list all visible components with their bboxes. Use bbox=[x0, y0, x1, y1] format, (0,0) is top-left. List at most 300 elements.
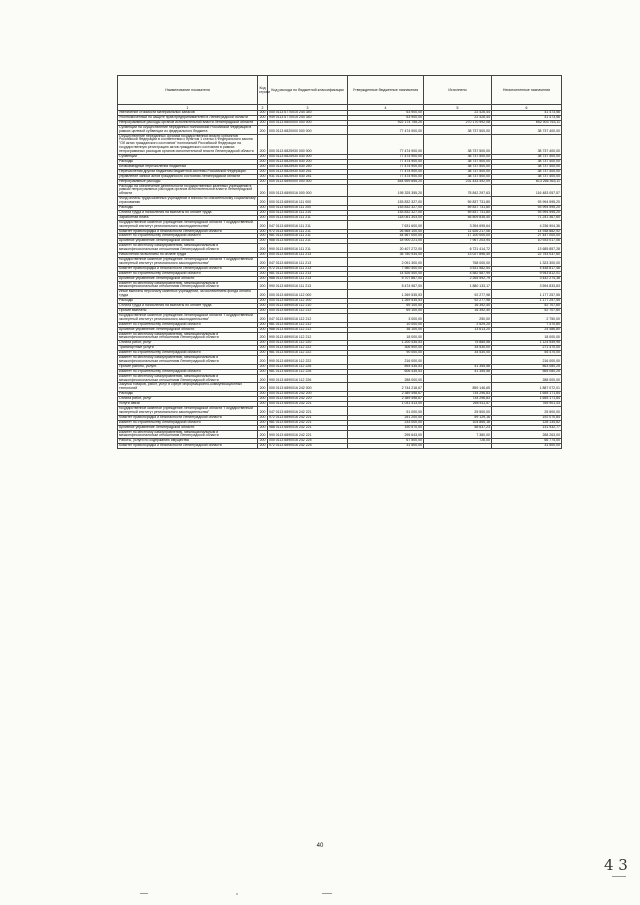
scan-mark bbox=[322, 893, 332, 894]
row-executed: 41 355,58 bbox=[424, 364, 492, 369]
row-line-code: 200 bbox=[258, 290, 268, 299]
row-executed: 41 355,58 bbox=[424, 369, 492, 374]
row-approved: 922 174 755,20 bbox=[348, 120, 424, 125]
row-approved: 90 000,00 bbox=[348, 351, 424, 356]
row-budget-code: 972 0113 6890016 111 211 bbox=[268, 229, 348, 234]
row-budget-code: 000 0113 6890016 112 210 bbox=[268, 304, 348, 309]
row-name: комитет по строительству Ленинградской области bbox=[118, 234, 258, 239]
row-line-code: 200 bbox=[258, 197, 268, 206]
row-unexecuted: 7 470,80 bbox=[492, 322, 562, 327]
row-name: Иные выплаты персоналу казенных учреждений, за исключением фонда оплаты труда bbox=[118, 290, 258, 299]
scan-mark bbox=[140, 893, 148, 894]
row-unexecuted: 3 442 274,38 bbox=[492, 276, 562, 281]
row-approved: 69 100,00 bbox=[348, 308, 424, 313]
row-approved: 77 474 900,00 bbox=[348, 169, 424, 174]
row-unexecuted: 1 177 257,55 bbox=[492, 290, 562, 299]
table-row bbox=[118, 220, 562, 229]
row-executed: 1 880 133,17 bbox=[424, 281, 492, 290]
row-name: Оплата работ, услуг bbox=[118, 341, 258, 346]
row-unexecuted: 116 483 057,57 bbox=[492, 184, 562, 197]
row-line-code: 200 bbox=[258, 120, 268, 125]
row-executed: 3 531 582,54 bbox=[424, 266, 492, 271]
row-approved: 1 269 535,53 bbox=[348, 299, 424, 304]
row-executed: 7 967 203,94 bbox=[424, 239, 492, 244]
table-row bbox=[118, 197, 562, 206]
row-budget-code: 000 0113 6890016 112 000 bbox=[268, 290, 348, 299]
row-approved: 5 474 967,00 bbox=[348, 281, 424, 290]
row-executed: 11 626 217,06 bbox=[424, 229, 492, 234]
row-line-code: 200 bbox=[258, 229, 268, 234]
row-executed: 7 380,00 bbox=[424, 430, 492, 439]
row-executed: 734 296,83 bbox=[424, 392, 492, 397]
table-row bbox=[118, 290, 562, 299]
row-line-code: 200 bbox=[258, 206, 268, 211]
row-line-code: 200 bbox=[258, 374, 268, 383]
row-unexecuted: 38 737 400,00 bbox=[492, 155, 562, 160]
row-line-code: 200 bbox=[258, 420, 268, 425]
row-budget-code: 000 0113 6770015 244 340 bbox=[268, 111, 348, 116]
row-unexecuted: 38 737 400,00 bbox=[492, 169, 562, 174]
row-approved: 288 000,00 bbox=[348, 374, 424, 383]
row-executed: 58 637,23 bbox=[424, 425, 492, 430]
row-unexecuted: 38 737 400,00 bbox=[492, 125, 562, 134]
row-name: Уполномоченный по защите прав предпринимателей в Ленинградской области bbox=[118, 115, 258, 120]
row-executed: 59 837 731,80 bbox=[424, 197, 492, 206]
row-budget-code: 047 0113 6890016 242 221 bbox=[268, 407, 348, 416]
row-budget-code: 000 0113 6825930 530 251 bbox=[268, 169, 348, 174]
row-unexecuted: 22 753 037,60 bbox=[492, 253, 562, 258]
row-line-code: 200 bbox=[258, 210, 268, 215]
row-approved: 5 707 867,00 bbox=[348, 276, 424, 281]
row-name: Непрограммные расходы органов исполнительной власти Ленинградской области bbox=[118, 120, 258, 125]
table-row bbox=[118, 258, 562, 267]
row-executed: 265 511,57 bbox=[424, 402, 492, 407]
row-unexecuted: 93 994 595,20 bbox=[492, 210, 562, 215]
header-line-code: Код строки bbox=[258, 76, 268, 105]
row-executed: 38 737 500,00 bbox=[424, 159, 492, 164]
row-name: государственное казенное учреждение Ленинградской области "Государственный экспертный институт регионального законодательства" bbox=[118, 407, 258, 416]
row-line-code: 200 bbox=[258, 383, 268, 392]
row-approved: 2 744 218,67 bbox=[348, 383, 424, 392]
row-approved: 14 526 400,00 bbox=[348, 271, 424, 276]
row-line-code: 200 bbox=[258, 234, 268, 239]
table-row bbox=[118, 125, 562, 134]
row-unexecuted: 18 000,00 bbox=[492, 332, 562, 341]
row-name: комитет по местному самоуправлению, межнациональным и межконфессиональным отношениям Ленинградской области bbox=[118, 374, 258, 383]
row-executed: 22 426,44 bbox=[424, 115, 492, 120]
row-budget-code: 000 0113 6890016 242 200 bbox=[268, 392, 348, 397]
row-name: комитет по местному самоуправлению, межнациональным и межконфессиональным отношениям Ленинградской области bbox=[118, 332, 258, 341]
row-approved: 1 200 435,53 bbox=[348, 341, 424, 346]
row-name: управление записи актов гражданского состояния Ленинградской области bbox=[118, 174, 258, 179]
row-unexecuted: 1 655 171,84 bbox=[492, 397, 562, 402]
row-budget-code: 000 0113 6890016 242 000 bbox=[268, 383, 348, 392]
row-budget-code: 000 0113 6890016 111 000 bbox=[268, 197, 348, 206]
row-name: Работы, услуги по содержанию имущества bbox=[118, 439, 258, 444]
table-row bbox=[118, 444, 562, 449]
row-approved: 844 699 855,20 bbox=[348, 179, 424, 184]
row-line-code: 200 bbox=[258, 346, 268, 351]
table-row bbox=[118, 407, 562, 416]
row-approved: 20 407 272,00 bbox=[348, 244, 424, 253]
row-budget-code: 972 0113 6890016 111 213 bbox=[268, 266, 348, 271]
row-name: комитет по местному самоуправлению, межнациональным и межконфессиональным отношениям Ленинградской области bbox=[118, 430, 258, 439]
row-line-code: 200 bbox=[258, 299, 268, 304]
row-line-code: 200 bbox=[258, 281, 268, 290]
row-line-code: 200 bbox=[258, 332, 268, 341]
row-name: государственное казенное учреждение Ленинградской области "Государственный экспертный институт регионального законодательства" bbox=[118, 220, 258, 229]
row-unexecuted: 3 594 833,83 bbox=[492, 281, 562, 290]
row-budget-code: 990 0113 6890016 112 222 bbox=[268, 356, 348, 365]
row-line-code: 200 bbox=[258, 415, 268, 420]
row-unexecuted: 216 000,00 bbox=[492, 356, 562, 365]
row-name: Оплата работ, услуг bbox=[118, 397, 258, 402]
row-unexecuted: 9 943 812,01 bbox=[492, 271, 562, 276]
row-name: Непрограммные расходы bbox=[118, 179, 258, 184]
row-approved: 67 500,00 bbox=[348, 439, 424, 444]
row-name: Архивное управление Ленинградской области bbox=[118, 239, 258, 244]
row-executed: 726,00 bbox=[424, 439, 492, 444]
row-name: Комитет правопорядка и безопасности Ленинградской области bbox=[118, 444, 258, 449]
row-approved: 1 031 413,00 bbox=[348, 402, 424, 407]
row-unexecuted: 41 473,56 bbox=[492, 115, 562, 120]
row-budget-code: 931 0113 6825930 530 251 bbox=[268, 174, 348, 179]
row-line-code: 200 bbox=[258, 276, 268, 281]
row-executed: 231 433 492,09 bbox=[424, 179, 492, 184]
row-name: Начисления на выплаты по оплате труда bbox=[118, 253, 258, 258]
row-approved: 18 000,00 bbox=[348, 332, 424, 341]
row-approved: 63 900,00 bbox=[348, 111, 424, 116]
table-row bbox=[118, 356, 562, 365]
row-name: Услуги связи bbox=[118, 402, 258, 407]
col-number: 2 bbox=[258, 105, 268, 111]
row-name: Архивное управление Ленинградской области bbox=[118, 327, 258, 332]
row-line-code: 200 bbox=[258, 351, 268, 356]
table-row bbox=[118, 134, 562, 155]
row-unexecuted: 27 447 000,00 bbox=[492, 234, 562, 239]
row-line-code: 200 bbox=[258, 266, 268, 271]
row-executed: 734 296,83 bbox=[424, 397, 492, 402]
row-budget-code: 972 0113 6890016 242 221 bbox=[268, 415, 348, 420]
row-approved: 153 832 327,00 bbox=[348, 206, 424, 211]
col-number: 6 bbox=[492, 105, 562, 111]
row-budget-code: 990 0113 6890016 112 226 bbox=[268, 374, 348, 383]
row-budget-code: 981 0113 6890016 242 221 bbox=[268, 420, 348, 425]
row-line-code: 200 bbox=[258, 159, 268, 164]
row-budget-code: 972 0113 6890016 242 225 bbox=[268, 444, 348, 449]
row-approved: 31 500,00 bbox=[348, 444, 424, 449]
row-unexecuted: 1 655 171,84 bbox=[492, 392, 562, 397]
row-approved: 77 474 900,00 bbox=[348, 164, 424, 169]
row-approved: 7 631 600,00 bbox=[348, 220, 424, 229]
row-unexecuted: 38 737 400,00 bbox=[492, 159, 562, 164]
row-line-code: 200 bbox=[258, 164, 268, 169]
row-budget-code: 000 0113 6825930 530 000 bbox=[268, 155, 348, 160]
row-approved: 3 000,00 bbox=[348, 313, 424, 322]
row-approved: 153 832 327,00 bbox=[348, 197, 424, 206]
row-line-code: 200 bbox=[258, 356, 268, 365]
row-budget-code: 000 0113 6890016 112 222 bbox=[268, 346, 348, 351]
row-executed: 4 582 587,99 bbox=[424, 271, 492, 276]
row-name: комитет по строительству Ленинградской области bbox=[118, 351, 258, 356]
table-row bbox=[118, 313, 562, 322]
row-budget-code: 000 0113 6890016 111 213 bbox=[268, 253, 348, 258]
row-line-code: 200 bbox=[258, 239, 268, 244]
row-approved: 190 570,00 bbox=[348, 425, 424, 430]
row-line-code: 200 bbox=[258, 258, 268, 267]
row-executed: 38 737 500,00 bbox=[424, 174, 492, 179]
row-approved: 77 474 900,00 bbox=[348, 174, 424, 179]
row-line-code: 200 bbox=[258, 430, 268, 439]
row-executed: 3 394 695,64 bbox=[424, 220, 492, 229]
row-executed: 92 277,98 bbox=[424, 290, 492, 299]
row-executed: 38 737 500,00 bbox=[424, 169, 492, 174]
budget-execution-table bbox=[117, 75, 562, 449]
row-executed: 92 277,98 bbox=[424, 299, 492, 304]
row-name: Комитет правопорядка и безопасности Ленинградской области bbox=[118, 229, 258, 234]
row-approved: 1 269 535,53 bbox=[348, 290, 424, 299]
row-name: комитет по строительству Ленинградской области bbox=[118, 369, 258, 374]
row-line-code: 200 bbox=[258, 327, 268, 332]
row-executed: 768 000,00 bbox=[424, 258, 492, 267]
row-name: Расходы на обеспечение деятельности государственных казенных учреждений в рамках непрограммных расходов органов исполнительной власти Ленинградской области bbox=[118, 184, 258, 197]
row-line-code: 200 bbox=[258, 115, 268, 120]
row-approved: 77 474 900,00 bbox=[348, 134, 424, 155]
row-name: Расходы bbox=[118, 159, 258, 164]
row-budget-code: 000 0113 6890016 112 220 bbox=[268, 341, 348, 346]
archive-stamp-number: 4 3 bbox=[604, 856, 628, 874]
row-unexecuted: 288 000,00 bbox=[492, 374, 562, 383]
row-budget-code: 981 0113 6890016 111 213 bbox=[268, 271, 348, 276]
row-budget-code: 000 0113 6890000 000 000 bbox=[268, 179, 348, 184]
row-name: Фонд оплаты труда казенных учреждений и взносы по обязательному социальному страхованию bbox=[119, 196, 256, 205]
row-budget-code: 988 0113 6890016 111 211 bbox=[268, 239, 348, 244]
table-row bbox=[118, 383, 562, 392]
row-executed: 59 837 731,80 bbox=[424, 206, 492, 211]
row-name: Заработная плата bbox=[118, 215, 258, 220]
row-unexecuted: 55 470,00 bbox=[492, 351, 562, 356]
row-executed: 859 146,65 bbox=[424, 383, 492, 392]
row-approved: 195 325 355,20 bbox=[348, 184, 424, 197]
row-budget-code: 000 0113 6890016 242 221 bbox=[268, 402, 348, 407]
row-unexecuted: 128 134,82 bbox=[492, 420, 562, 425]
row-approved: 2 091 300,00 bbox=[348, 258, 424, 267]
row-name: комитет по местному самоуправлению, межнациональным и межконфессиональным отношениям Ленинградской области bbox=[118, 244, 258, 253]
col-number: 4 bbox=[348, 105, 424, 111]
row-approved: 44 567 000,00 bbox=[348, 234, 424, 239]
row-approved: 216 000,00 bbox=[348, 356, 424, 365]
row-unexecuted: 1 887 072,01 bbox=[492, 383, 562, 392]
row-name: Субвенции bbox=[118, 155, 258, 160]
row-name: Оплата труда и начисления на выплаты по оплате труда bbox=[118, 304, 258, 309]
row-budget-code: 988 0113 6890016 111 213 bbox=[268, 276, 348, 281]
row-name: Осуществление переданных органам государственной власти субъектов Российской Федерации в соответствии с пунктом 1 статьи 4 Федерального закона "Об актах гражданского состояния" полномочий Российской Федерации на государственную регистрацию актов гражданского состояния в рамках непрограммных расходов органов исполнительной власти Ленинградской области bbox=[118, 134, 258, 155]
row-budget-code: 047 0113 6890016 111 211 bbox=[268, 220, 348, 229]
row-budget-code: 990 0113 6890016 111 213 bbox=[268, 281, 348, 290]
row-unexecuted: 31 500,00 bbox=[492, 444, 562, 449]
row-budget-code: 000 0113 6825930 530 250 bbox=[268, 164, 348, 169]
row-name: комитет по строительству Ленинградской области bbox=[118, 322, 258, 327]
row-executed: 16 392,40 bbox=[424, 308, 492, 313]
row-line-code: 200 bbox=[258, 125, 268, 134]
row-unexecuted: 14 938 882,92 bbox=[492, 229, 562, 234]
row-line-code: 200 bbox=[258, 253, 268, 258]
row-unexecuted: 4 448 817,46 bbox=[492, 266, 562, 271]
row-approved: 894 435,53 bbox=[348, 364, 424, 369]
row-executed: 78 842 297,63 bbox=[424, 184, 492, 197]
row-line-code: 200 bbox=[258, 111, 268, 116]
row-budget-code: 047 0113 6890016 111 213 bbox=[268, 258, 348, 267]
row-line-code: 200 bbox=[258, 392, 268, 397]
row-unexecuted: 25 500,00 bbox=[492, 407, 562, 416]
row-name: Закупка товаров, работ, услуг в сфере информационно-коммуникационных технологий bbox=[118, 383, 258, 392]
row-unexecuted: 38 737 400,00 bbox=[492, 134, 562, 155]
row-unexecuted: 4 236 904,36 bbox=[492, 220, 562, 229]
row-executed: 13 613,20 bbox=[424, 327, 492, 332]
header-name: Наименование показателя bbox=[118, 76, 258, 105]
row-name: Увеличение стоимости материальных запасов bbox=[118, 111, 258, 116]
row-unexecuted: 288 263,00 bbox=[492, 430, 562, 439]
row-name: комитет по строительству Ленинградской области bbox=[118, 271, 258, 276]
row-unexecuted: 192 070,84 bbox=[492, 415, 562, 420]
row-executed: 59 129,16 bbox=[424, 415, 492, 420]
row-name: Архивное управление Ленинградской области bbox=[118, 425, 258, 430]
row-budget-code: 000 0113 6890016 112 226 bbox=[268, 364, 348, 369]
row-unexecuted: 71 241 467,60 bbox=[492, 215, 562, 220]
row-executed: 17 100 000,00 bbox=[424, 234, 492, 239]
row-executed: 16 392,40 bbox=[424, 304, 492, 309]
row-budget-code: 949 0113 6770015 244 340 bbox=[268, 115, 348, 120]
row-approved: 77 474 900,00 bbox=[348, 159, 424, 164]
row-budget-code: 000 0113 6890016 000 000 bbox=[268, 184, 348, 197]
row-line-code: 200 bbox=[258, 425, 268, 430]
row-unexecuted: 853 080,25 bbox=[492, 364, 562, 369]
row-budget-code: 000 0113 6890016 242 225 bbox=[268, 439, 348, 444]
row-unexecuted: 1 124 549,95 bbox=[492, 341, 562, 346]
row-line-code: 200 bbox=[258, 169, 268, 174]
row-unexecuted: 41 473,56 bbox=[492, 111, 562, 116]
row-unexecuted: 38 737 400,00 bbox=[492, 174, 562, 179]
row-line-code: 200 bbox=[258, 364, 268, 369]
row-budget-code: 990 0113 6890016 112 212 bbox=[268, 332, 348, 341]
row-line-code: 200 bbox=[258, 220, 268, 229]
row-executed: 38 737 500,00 bbox=[424, 164, 492, 169]
scan-mark bbox=[236, 893, 238, 895]
page-number: 40 bbox=[316, 843, 324, 849]
col-number: 3 bbox=[268, 105, 348, 111]
row-executed: 34 530,00 bbox=[424, 346, 492, 351]
header-approved: Утвержденные бюджетные назначения bbox=[348, 76, 424, 105]
row-budget-code: 000 0113 6890016 111 210 bbox=[268, 210, 348, 215]
row-budget-code: 047 0113 6890016 112 212 bbox=[268, 313, 348, 322]
row-name: Оплата труда и начисления на выплаты по оплате труда bbox=[118, 210, 258, 215]
table-row bbox=[118, 184, 562, 197]
row-approved: 18 900 221,00 bbox=[348, 239, 424, 244]
row-approved: 63 900,00 bbox=[348, 115, 424, 120]
row-unexecuted: 10 933 017,06 bbox=[492, 239, 562, 244]
row-budget-code: 000 0113 6890016 242 220 bbox=[268, 397, 348, 402]
row-unexecuted: 93 994 595,20 bbox=[492, 197, 562, 206]
row-executed: 25 500,00 bbox=[424, 407, 492, 416]
row-line-code: 200 bbox=[258, 215, 268, 220]
row-unexecuted: 24 486,80 bbox=[492, 327, 562, 332]
row-budget-code: 990 0113 6890016 111 211 bbox=[268, 244, 348, 253]
row-line-code: 200 bbox=[258, 179, 268, 184]
row-approved: 35 780 934,00 bbox=[348, 253, 424, 258]
row-unexecuted: 1 323 300,00 bbox=[492, 258, 562, 267]
row-unexecuted: 765 901,43 bbox=[492, 402, 562, 407]
row-name: Субвенции на осуществление переданных полномочий Российской Федерации в рамках целевой субвенции из федерального бюджета bbox=[118, 125, 258, 134]
row-executed: 34 530,00 bbox=[424, 351, 492, 356]
row-executed bbox=[424, 444, 492, 449]
scan-mark bbox=[612, 876, 626, 877]
row-approved: 51 000,00 bbox=[348, 407, 424, 416]
row-approved: 606 435,53 bbox=[348, 369, 424, 374]
row-name: государственное казенное учреждение Ленинградской области "Государственный экспертный институт регионального законодательства" bbox=[118, 258, 258, 267]
row-unexecuted: 52 707,60 bbox=[492, 308, 562, 313]
row-budget-code: 981 0113 6890016 112 226 bbox=[268, 369, 348, 374]
row-executed: 13 027 896,40 bbox=[424, 253, 492, 258]
row-executed bbox=[424, 374, 492, 383]
row-budget-code: 981 0113 6890016 112 222 bbox=[268, 351, 348, 356]
row-unexecuted: 271 470,00 bbox=[492, 346, 562, 351]
row-executed: 2 265 592,79 bbox=[424, 276, 492, 281]
table-header bbox=[118, 76, 562, 111]
row-line-code: 200 bbox=[258, 155, 268, 160]
row-approved: 2 389 498,67 bbox=[348, 397, 424, 402]
row-approved: 2 389 498,67 bbox=[348, 392, 424, 397]
row-line-code: 200 bbox=[258, 322, 268, 327]
row-approved: 153 832 327,00 bbox=[348, 210, 424, 215]
row-name: Расходы bbox=[118, 299, 258, 304]
row-line-code: 200 bbox=[258, 369, 268, 374]
row-unexecuted: 13 685 857,28 bbox=[492, 244, 562, 253]
row-executed: 2 529,20 bbox=[424, 322, 492, 327]
row-name: Расходы bbox=[118, 392, 258, 397]
row-name: Расходы bbox=[118, 206, 258, 211]
row-executed: 22 426,44 bbox=[424, 111, 492, 116]
row-budget-code: 988 0113 6890016 112 212 bbox=[268, 327, 348, 332]
row-unexecuted: 38 737 400,00 bbox=[492, 164, 562, 169]
row-executed: 38 737 500,00 bbox=[424, 134, 492, 155]
row-executed: 104 865,18 bbox=[424, 420, 492, 425]
row-approved: 77 474 900,00 bbox=[348, 125, 424, 134]
row-name: Перечисления другим бюджетам бюджетной системы Российской Федерации bbox=[118, 169, 258, 174]
row-approved: 7 980 400,00 bbox=[348, 266, 424, 271]
row-unexecuted: 66 774,00 bbox=[492, 439, 562, 444]
row-executed: 270 170 992,08 bbox=[424, 120, 492, 125]
table-row bbox=[118, 332, 562, 341]
row-budget-code: 000 0113 6890016 112 212 bbox=[268, 308, 348, 313]
row-budget-code: 000 0113 6890016 112 200 bbox=[268, 299, 348, 304]
row-approved: 306 900,00 bbox=[348, 346, 424, 351]
row-executed: 250,00 bbox=[424, 313, 492, 322]
row-approved: 77 474 900,00 bbox=[348, 155, 424, 160]
row-approved: 26 565 100,00 bbox=[348, 229, 424, 234]
row-executed: 75 885,58 bbox=[424, 341, 492, 346]
row-name: комитет по строительству Ленинградской области bbox=[118, 420, 258, 425]
row-budget-code: 981 0113 6890016 111 211 bbox=[268, 234, 348, 239]
row-line-code: 200 bbox=[258, 244, 268, 253]
row-executed: 38 737 500,00 bbox=[424, 125, 492, 134]
row-name: Транспортные услуги bbox=[118, 346, 258, 351]
row-budget-code: 988 0113 6890016 242 221 bbox=[268, 425, 348, 430]
row-name: Безвозмездные перечисления бюджетам bbox=[118, 164, 258, 169]
col-number: 1 bbox=[118, 105, 258, 111]
header-unexecuted: Неисполненные назначения bbox=[492, 76, 562, 105]
row-line-code: 200 bbox=[258, 308, 268, 313]
row-budget-code: 990 0113 6890016 242 221 bbox=[268, 430, 348, 439]
